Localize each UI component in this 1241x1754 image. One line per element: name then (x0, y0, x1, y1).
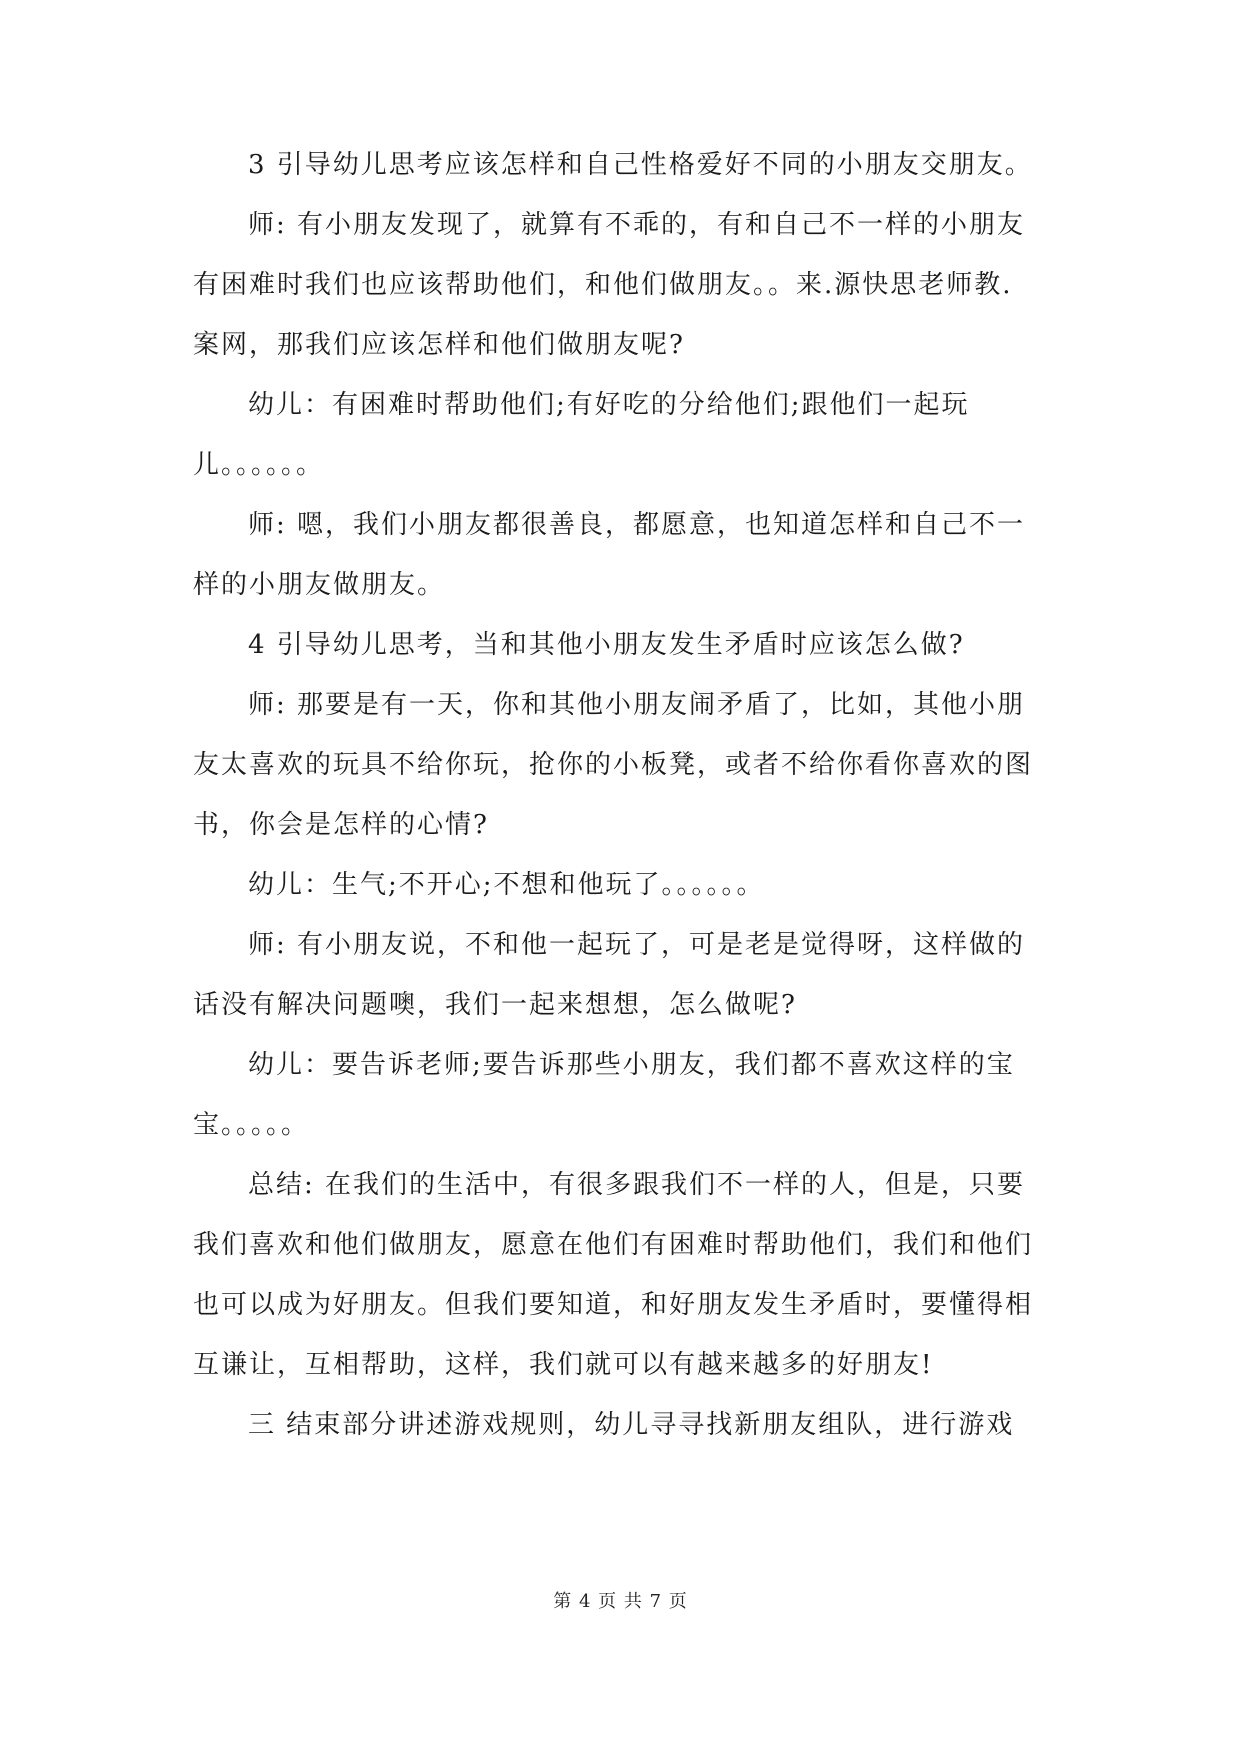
paragraph-line: 友太喜欢的玩具不给你玩，抢你的小板凳，或者不给你看你喜欢的图 (193, 750, 1034, 780)
paragraph-line: 宝。。。。。 (193, 1110, 310, 1140)
paragraph-line: 幼儿：有困难时帮助他们;有好吃的分给他们;跟他们一起玩 (248, 390, 970, 420)
paragraph-line: 师: 有小朋友发现了，就算有不乖的，有和自己不一样的小朋友 (248, 210, 1026, 240)
paragraph-line: 4 引导幼儿思考，当和其他小朋友发生矛盾时应该怎么做? (248, 630, 965, 660)
paragraph-line: 师: 嗯，我们小朋友都很善良，都愿意，也知道怎样和自己不一 (248, 510, 1026, 540)
paragraph-line: 幼儿：要告诉老师;要告诉那些小朋友，我们都不喜欢这样的宝 (248, 1050, 1015, 1080)
paragraph-line: 我们喜欢和他们做朋友，愿意在他们有困难时帮助他们，我们和他们 (193, 1230, 1034, 1260)
paragraph-line: 师: 有小朋友说，不和他一起玩了，可是老是觉得呀，这样做的 (248, 930, 1026, 960)
paragraph-line: 儿。。。。。。 (193, 450, 325, 480)
paragraph-line: 师: 那要是有一天，你和其他小朋友闹矛盾了，比如，其他小朋 (248, 690, 1026, 720)
paragraph-line: 有困难时我们也应该帮助他们，和他们做朋友。。来.源快思老师教. (193, 270, 1013, 300)
page-number-footer: 第 4 页 共 7 页 (553, 1591, 688, 1612)
paragraph-line: 话没有解决问题噢，我们一起来想想，怎么做呢? (193, 990, 797, 1020)
paragraph-line: 3 引导幼儿思考应该怎样和自己性格爱好不同的小朋友交朋友。 (248, 150, 1033, 180)
paragraph-line: 总结: 在我们的生活中，有很多跟我们不一样的人，但是，只要 (248, 1170, 1026, 1200)
paragraph-line: 书，你会是怎样的心情? (193, 810, 489, 840)
paragraph-line: 也可以成为好朋友。但我们要知道，和好朋友发生矛盾时，要懂得相 (193, 1290, 1034, 1320)
paragraph-line: 幼儿：生气;不开心;不想和他玩了。。。。。。 (248, 870, 765, 900)
paragraph-line: 互谦让，互相帮助，这样，我们就可以有越来越多的好朋友! (193, 1350, 934, 1380)
paragraph-line: 三 结束部分讲述游戏规则，幼儿寻寻找新朋友组队，进行游戏 (248, 1410, 1015, 1440)
paragraph-line: 样的小朋友做朋友。 (193, 570, 446, 600)
paragraph-line: 案网，那我们应该怎样和他们做朋友呢? (193, 330, 685, 360)
